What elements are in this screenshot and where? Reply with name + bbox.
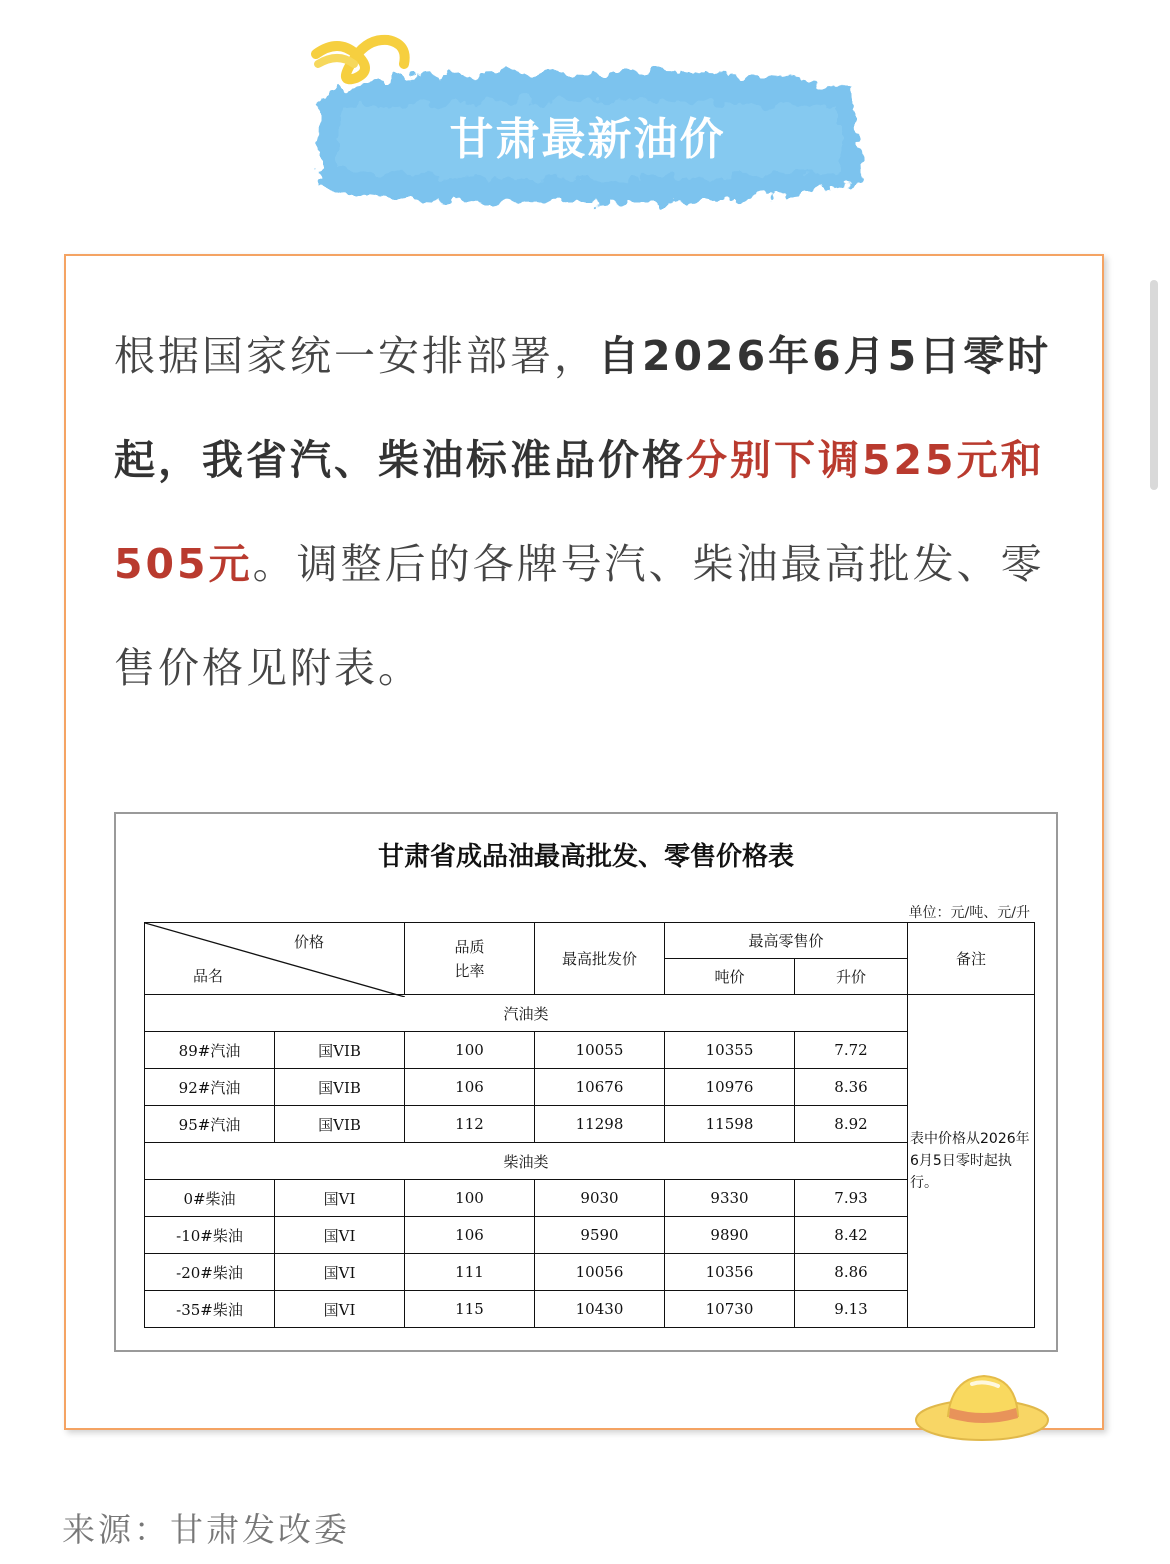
cell-ratio: 115: [405, 1291, 535, 1328]
cell-ton: 11598: [665, 1106, 795, 1143]
cell-ratio: 100: [405, 1180, 535, 1217]
cell-ratio: 100: [405, 1032, 535, 1069]
table-row: [145, 1106, 1035, 1143]
cell-name: 95#汽油: [145, 1106, 275, 1143]
table-title: 甘肃省成品油最高批发、零售价格表: [377, 842, 794, 872]
cell-name: -10#柴油: [145, 1217, 275, 1254]
header-wholesale: 最高批发价: [535, 923, 665, 995]
header-diagonal-cell: [145, 923, 405, 995]
cell-liter: 8.42: [795, 1217, 908, 1254]
remarks-note: 表中价格从2026年6月5日零时起执行。: [908, 995, 1035, 1328]
cell-liter: 8.86: [795, 1254, 908, 1291]
cell-liter: 7.93: [795, 1180, 908, 1217]
cell-ratio: 106: [405, 1217, 535, 1254]
cell-standard: 国VIB: [275, 1032, 405, 1069]
gasoline-section-header: 汽油类: [145, 995, 908, 1032]
cell-wholesale: 11298: [535, 1106, 665, 1143]
table-unit: 单位：元/吨、元/升: [908, 905, 1030, 921]
cell-liter: 8.36: [795, 1069, 908, 1106]
cell-liter: 7.72: [795, 1032, 908, 1069]
header-quality-ratio-label: 品质比率: [454, 937, 485, 980]
intro-part-4: 。调整后的各牌号汽、柴油最高批发、零售价格见附表。: [114, 540, 1045, 692]
cell-liter: 8.92: [795, 1106, 908, 1143]
header-quality-ratio: [405, 923, 535, 995]
cell-standard: 国VI: [275, 1217, 405, 1254]
cell-ratio: 112: [405, 1106, 535, 1143]
header-retail: 最高零售价: [665, 923, 908, 959]
intro-highlight: 分别下调525元和505元: [114, 436, 1045, 588]
cell-standard: 国VI: [275, 1180, 405, 1217]
ribbon-icon: [308, 18, 418, 98]
cell-wholesale: 10056: [535, 1254, 665, 1291]
table-row: [145, 1069, 1035, 1106]
cell-ton: 10730: [665, 1291, 795, 1328]
cell-liter: 9.13: [795, 1291, 908, 1328]
header-per-ton: 吨价: [665, 959, 795, 995]
table-row: [145, 1032, 1035, 1069]
intro-part-2: 自2026年6月5日零时起，我省汽、柴油标准品价格: [114, 332, 1052, 484]
cell-name: 0#柴油: [145, 1180, 275, 1217]
cell-standard: 国VIB: [275, 1106, 405, 1143]
table-row: [145, 1180, 1035, 1217]
price-table: [144, 922, 1035, 1328]
scrollbar-thumb[interactable]: [1150, 280, 1158, 490]
cell-ratio: 111: [405, 1254, 535, 1291]
header-price: 价格: [293, 933, 324, 951]
cell-wholesale: 9030: [535, 1180, 665, 1217]
cell-standard: 国VIB: [275, 1069, 405, 1106]
table-row: [145, 1291, 1035, 1328]
cell-ton: 10356: [665, 1254, 795, 1291]
header-remarks: 备注: [908, 923, 1035, 995]
cell-name: 92#汽油: [145, 1069, 275, 1106]
cell-ton: 10976: [665, 1069, 795, 1106]
source-credit: 来源：甘肃发改委: [62, 1510, 350, 1549]
cell-name: 89#汽油: [145, 1032, 275, 1069]
diesel-section-header: 柴油类: [145, 1143, 908, 1180]
cell-wholesale: 10430: [535, 1291, 665, 1328]
cell-standard: 国VI: [275, 1291, 405, 1328]
cell-wholesale: 10676: [535, 1069, 665, 1106]
cell-ton: 9890: [665, 1217, 795, 1254]
cell-ratio: 106: [405, 1069, 535, 1106]
diagonal-line: [145, 923, 405, 997]
cell-wholesale: 9590: [535, 1217, 665, 1254]
cell-name: -20#柴油: [145, 1254, 275, 1291]
intro-part-1: 根据国家统一安排部署，: [114, 332, 598, 380]
intro-paragraph: [114, 304, 1064, 720]
cell-wholesale: 10055: [535, 1032, 665, 1069]
price-table-image: [114, 812, 1058, 1352]
cell-ton: 10355: [665, 1032, 795, 1069]
cell-ton: 9330: [665, 1180, 795, 1217]
header-per-liter: 升价: [795, 959, 908, 995]
sun-hat-icon: [912, 1372, 1052, 1448]
banner-title: 甘肃最新油价: [449, 114, 726, 165]
cell-standard: 国VI: [275, 1254, 405, 1291]
table-row: [145, 1217, 1035, 1254]
content-card: [64, 254, 1104, 1430]
header-product: 品名: [193, 967, 224, 985]
table-row: [145, 1254, 1035, 1291]
cell-name: -35#柴油: [145, 1291, 275, 1328]
